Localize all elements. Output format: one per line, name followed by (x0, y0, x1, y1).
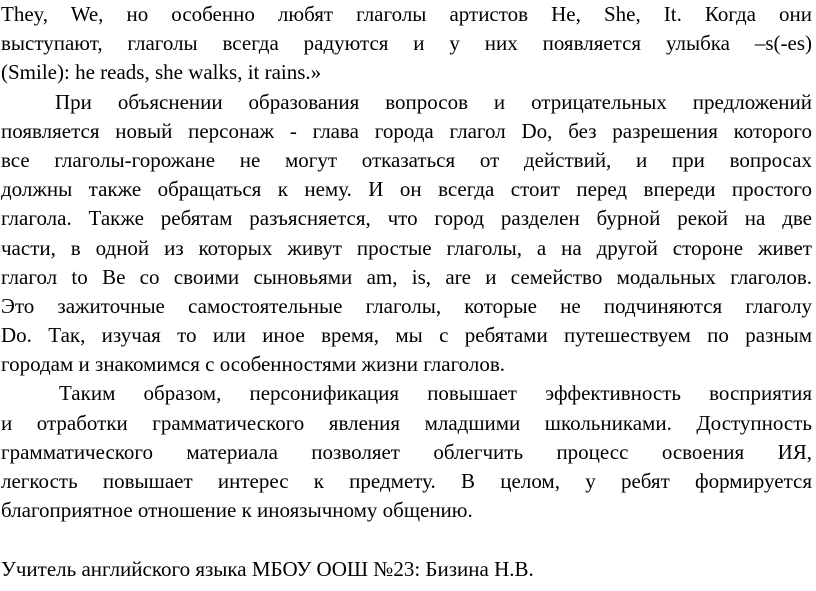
text-line: части, в одной из которых живут простые глаголы, а на другой стороне живет (1, 235, 812, 260)
signature-paragraph (1, 555, 812, 584)
paragraph-1 (1, 0, 812, 88)
blank-line (1, 525, 812, 554)
paragraph-3 (1, 379, 812, 525)
text-line: благоприятное отношение к иноязычному общению. (1, 498, 473, 523)
text-line: грамматического материала позволяет облегчить процесс освоения ИЯ, (1, 439, 812, 464)
text-line: городам и знакомимся с особенностями жизни глаголов. (1, 352, 506, 377)
text-line: глагола. Также ребятам разъясняется, что город разделен бурной рекой на две (1, 206, 812, 231)
text-line: They, We, но особенно любят глаголы артистов He, She, It. Когда они (1, 2, 812, 26)
text-line: Таким образом, персонификация повышает эффективность восприятия (59, 381, 812, 406)
paragraph-2 (1, 88, 812, 380)
text-line: Это зажиточные самостоятельные глаголы, которые не подчиняются глаголу (1, 293, 812, 318)
text-line: глагол to Be со своими сыновьями am, is, are и семейство модальных глаголов. (1, 264, 812, 289)
text-line: При объяснении образования вопросов и отрицательных предложений (55, 89, 812, 114)
text-line: появляется новый персонаж - глава города глагол Do, без разрешения которого (1, 118, 812, 143)
text-line: легкость повышает интерес к предмету. В целом, у ребят формируется (1, 469, 812, 493)
text-line: все глаголы-горожане не могут отказаться от действий, и при вопросах (1, 147, 812, 172)
text-line: выступают, глаголы всегда радуются и у них появляется улыбка –s(-es) (1, 31, 812, 56)
text-line: и отработки грамматического явления младшими школьниками. Доступность (1, 410, 812, 435)
text-line: должны также обращаться к нему. И он всегда стоит перед впереди простого (1, 177, 812, 202)
text-line: (Smile): he reads, she walks, it rains.» (1, 60, 322, 85)
signature-line: Учитель английского языка МБОУ ООШ №23: Бизина Н.В. (1, 556, 534, 581)
text-line: Do. Так, изучая то или иное время, мы с ребятами путешествуем по разным (1, 323, 812, 348)
